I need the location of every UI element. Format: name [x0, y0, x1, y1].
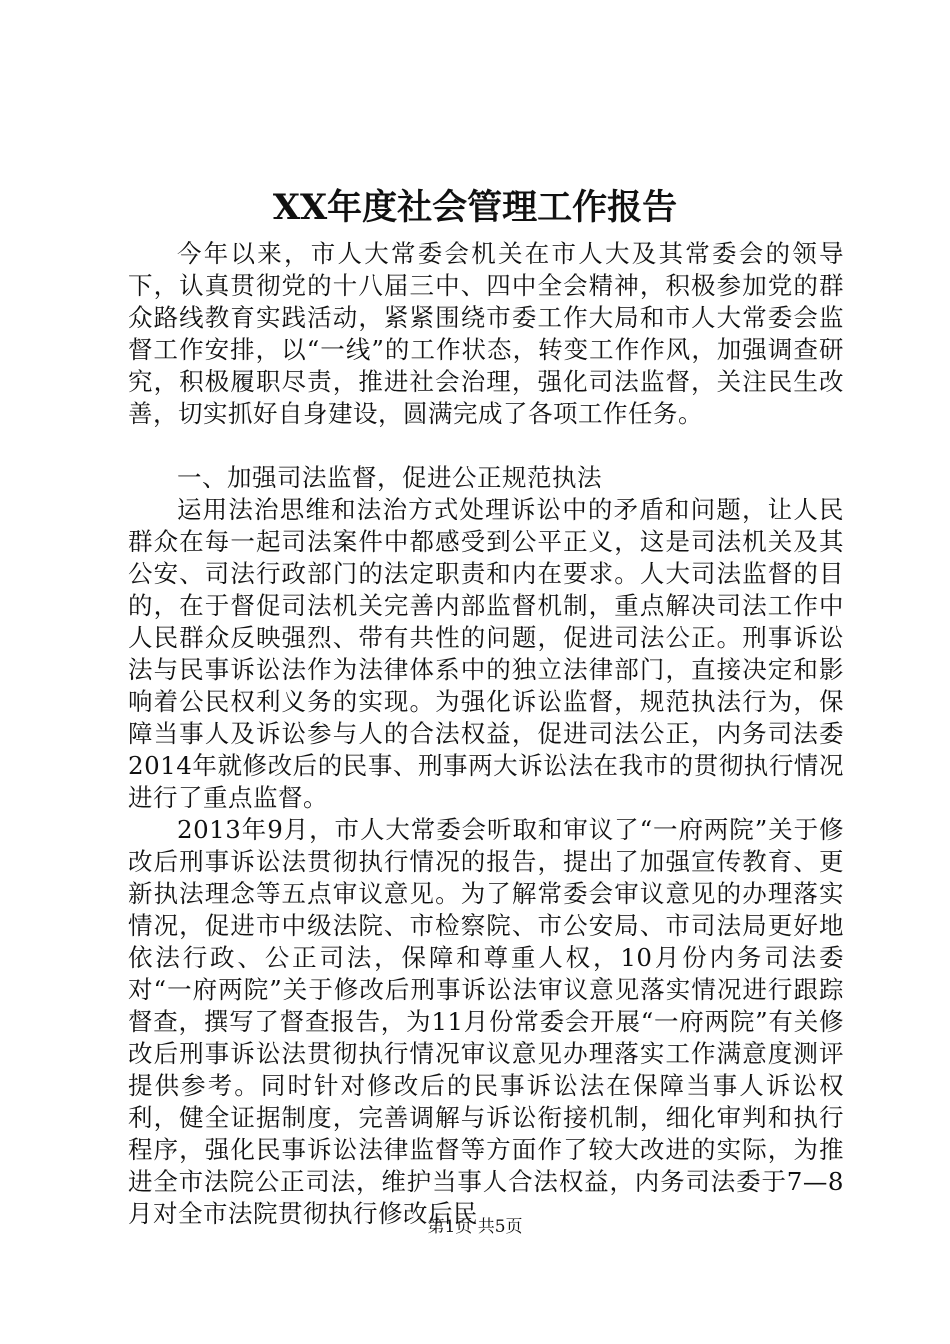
- section-heading: 一、加强司法监督，促进公正规范执法: [177, 463, 602, 492]
- page-footer: 第1页 共5页: [427, 1217, 523, 1237]
- document-body: [128, 238, 844, 1230]
- section-paragraph-1: 运用法治思维和法治方式处理诉讼中的矛盾和问题，让人民群众在每一起司法案件中都感受到公平正义，这是司法机关及其公安、司法行政部门的法定职责和内在要求。人大司法监督的目的，在于督促司法机关完善内部监督机制，重点解决司法工作中人民群众反映强烈、带有共性的问题，促进司法公正。刑事诉讼法与民事诉讼法作为法律体系中的独立法律部门，直接决定和影响着公民权利义务的实现。为强化诉讼监督，规范执法行为，保障当事人及诉讼参与人的合法权益，促进司法公正，内务司法委2014年就修改后的民事、刑事两大诉讼法在我市的贯彻执行情况进行了重点监督。: [128, 495, 844, 812]
- paragraph-spacer: [128, 430, 844, 462]
- document-title: XX年度社会管理工作报告: [272, 187, 678, 228]
- section-paragraph-2: 2013年9月，市人大常委会听取和审议了“一府两院”关于修改后刑事诉讼法贯彻执行情况的报告，提出了加强宣传教育、更新执法理念等五点审议意见。为了解常委会审议意见的办理落实情况，促进市中级法院、市检察院、市公安局、市司法局更好地依法行政、公正司法，保障和尊重人权，10月份内务司法委对“一府两院”关于修改后刑事诉讼法审议意见落实情况进行跟踪督查，撰写了督查报告，为11月份常委会开展“一府两院”有关修改后刑事诉讼法贯彻执行情况审议意见办理落实工作满意度测评提供参考。同时针对修改后的民事诉讼法在保障当事人诉讼权利，健全证据制度，完善调解与诉讼衔接机制，细化审判和执行程序，强化民事诉讼法律监督等方面作了较大改进的实际，为推进全市法院公正司法，维护当事人合法权益，内务司法委于7—8月对全市法院贯彻执行修改后民: [128, 815, 844, 1228]
- intro-paragraph: 今年以来，市人大常委会机关在市人大及其常委会的领导下，认真贯彻党的十八届三中、四中全会精神，积极参加党的群众路线教育实践活动，紧紧围绕市委工作大局和市人大常委会监督工作安排，以“一线”的工作状态，转变工作作风，加强调查研究，积极履职尽责，推进社会治理，强化司法监督，关注民生改善，切实抓好自身建设，圆满完成了各项工作任务。: [128, 239, 844, 428]
